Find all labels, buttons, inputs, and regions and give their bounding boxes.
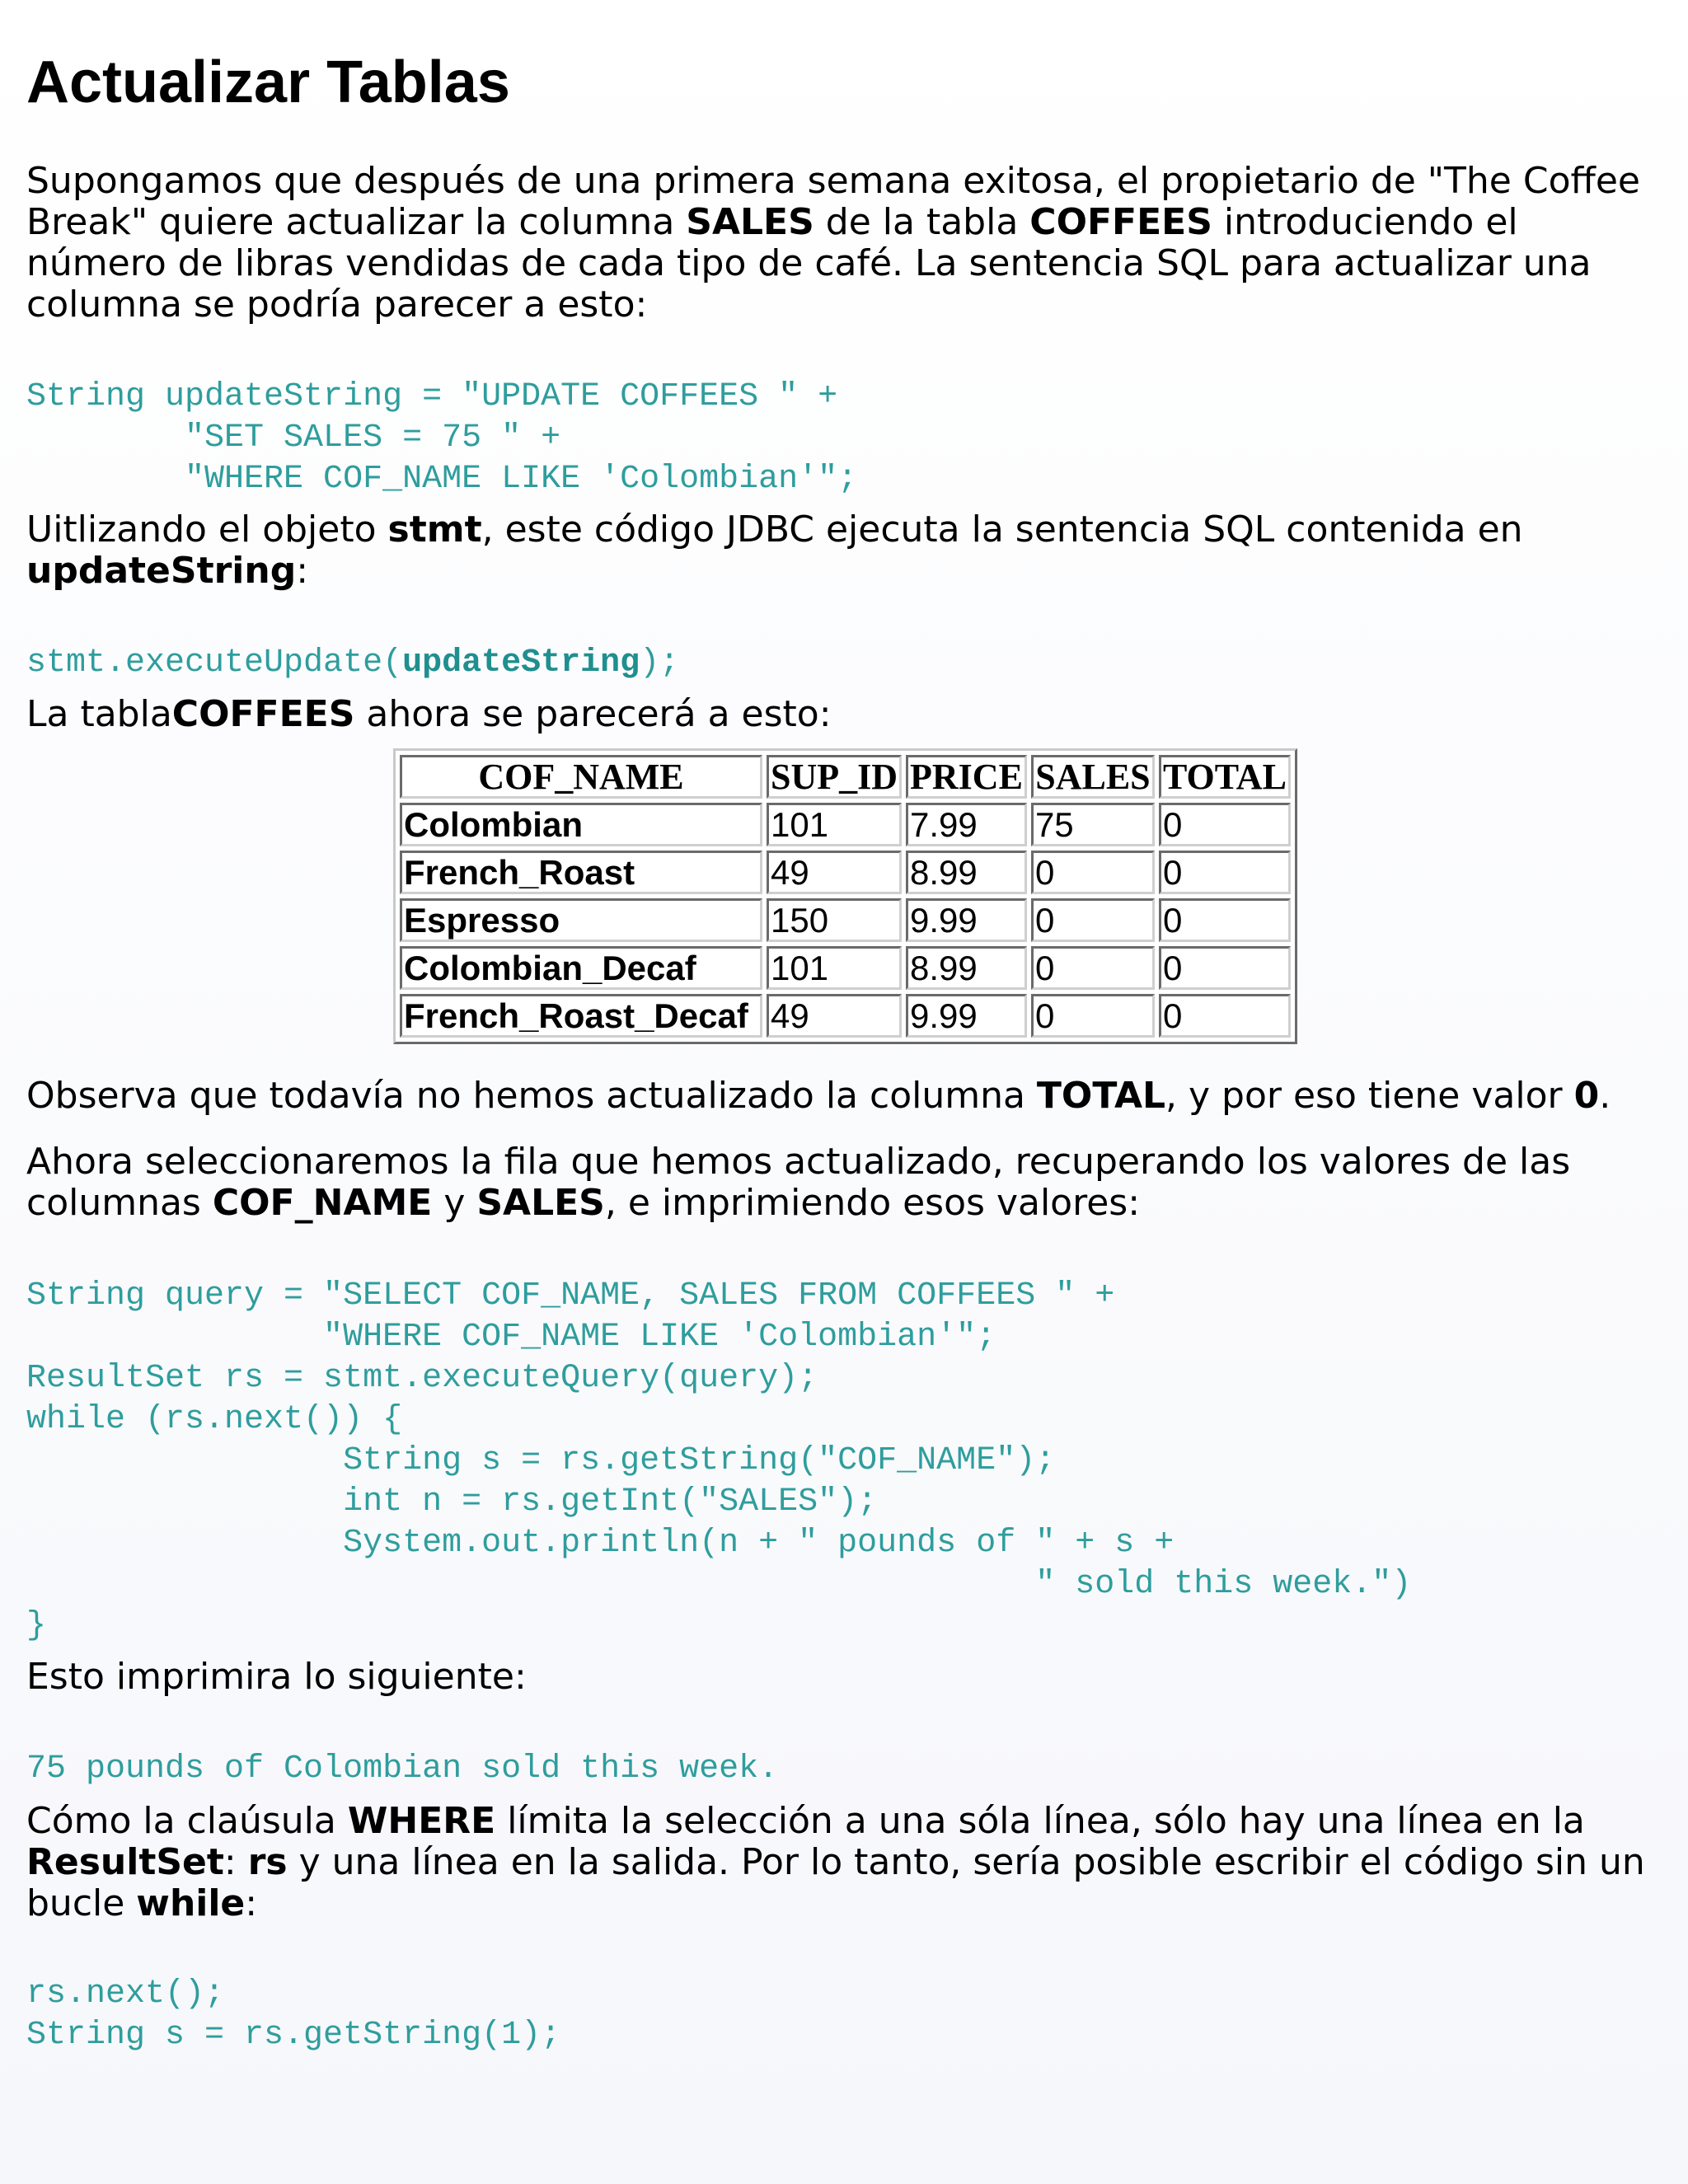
intro-bold-coffees: COFFEES	[1029, 201, 1212, 243]
column-header-sales: SALES	[1031, 755, 1155, 799]
para2-text-1: Uitlizando el objeto	[26, 509, 388, 551]
column-header-price: PRICE	[906, 755, 1027, 799]
code-line: }	[26, 1607, 47, 1644]
table-row	[400, 994, 1291, 1038]
para7-text-1: Cómo la claúsula	[26, 1800, 348, 1842]
code-line: String s = rs.getString("COF_NAME");	[26, 1442, 1056, 1479]
intro-bold-sales: SALES	[686, 201, 814, 243]
code-line: String s = rs.getString(1);	[26, 2017, 561, 2054]
cell-cof-name: Espresso	[400, 898, 762, 942]
intro-text-1: Supongamos que después de una primera semana exitosa, el propietario de "The Coffee Break" quiere actualizar la columna	[26, 160, 1640, 243]
para4-bold-total: TOTAL	[1036, 1075, 1166, 1117]
column-header-total: TOTAL	[1159, 755, 1291, 799]
code-block-select-query	[26, 1276, 1411, 1647]
code-line: while (rs.next()) {	[26, 1401, 403, 1438]
para7-bold-while: while	[136, 1882, 246, 1924]
cell-total: 0	[1159, 898, 1291, 942]
paragraph-select-intro	[26, 1141, 1667, 1224]
code-line: "SET SALES = 75 " +	[26, 419, 561, 457]
code-block-update-string	[26, 377, 857, 500]
intro-text-3: introduciendo el número de libras vendidas de cada tipo de café. La sentencia SQL para actualizar una columna se podría parecer a esto:	[26, 201, 1592, 326]
para7-bold-resultset: ResultSet	[26, 1841, 224, 1883]
code-line: "WHERE COF_NAME LIKE 'Colombian'";	[26, 1319, 996, 1356]
cell-cof-name: Colombian_Decaf	[400, 946, 762, 990]
cell-sales: 0	[1031, 898, 1155, 942]
column-header-cof-name: COF_NAME	[400, 755, 762, 799]
cell-sales: 0	[1031, 851, 1155, 894]
para5-text-3: , e imprimiendo esos valores:	[604, 1182, 1141, 1224]
code-line: ResultSet rs = stmt.executeQuery(query);	[26, 1360, 818, 1397]
cell-sup-id: 49	[767, 851, 902, 894]
cell-price: 7.99	[906, 803, 1027, 846]
cell-sales: 0	[1031, 994, 1155, 1038]
para5-bold-sales: SALES	[476, 1182, 605, 1224]
code-line: 75 pounds of Colombian sold this week.	[26, 1750, 779, 1788]
para7-text-3: :	[223, 1841, 248, 1883]
code-block-no-loop	[26, 1974, 560, 2056]
table-row	[400, 803, 1291, 846]
code-block-output	[26, 1749, 778, 1790]
intro-text-2: de la tabla	[814, 201, 1030, 243]
para5-text-1: Ahora seleccionaremos la fila que hemos actualizado, recuperando los valores de las columnas	[26, 1141, 1571, 1224]
para2-text-2: , este código JDBC ejecuta la sentencia SQL contenida en	[481, 509, 1523, 551]
para4-text-1: Observa que todavía no hemos actualizado la columna	[26, 1075, 1037, 1117]
code-line: rs.next();	[26, 1975, 225, 2013]
para6-text-1: Esto imprimira lo siguiente:	[26, 1656, 527, 1698]
table-row	[400, 851, 1291, 894]
paragraph-stmt	[26, 509, 1667, 592]
para5-bold-cof-name: COF_NAME	[212, 1182, 433, 1224]
code-text: );	[640, 644, 680, 682]
coffees-table	[393, 748, 1297, 1044]
code-text: stmt.executeUpdate(	[26, 644, 403, 682]
para3-text-2: ahora se parecerá a esto:	[354, 693, 832, 735]
cell-cof-name: French_Roast	[400, 851, 762, 894]
table-row	[400, 946, 1291, 990]
table-row	[400, 898, 1291, 942]
code-line: int n = rs.getInt("SALES");	[26, 1483, 878, 1521]
para4-text-2: , y por eso tiene valor	[1165, 1075, 1574, 1117]
cell-sup-id: 101	[767, 946, 902, 990]
para2-bold-stmt: stmt	[387, 509, 482, 551]
para5-text-2: y	[432, 1182, 477, 1224]
code-block-execute-update	[26, 643, 679, 684]
code-line: " sold this week.")	[26, 1566, 1412, 1603]
paragraph-where-clause	[26, 1801, 1667, 1924]
cell-sales: 75	[1031, 803, 1155, 846]
cell-sup-id: 150	[767, 898, 902, 942]
cell-total: 0	[1159, 994, 1291, 1038]
cell-cof-name: Colombian	[400, 803, 762, 846]
para2-bold-updatestring: updateString	[26, 550, 297, 592]
para3-text-1: La tabla	[26, 693, 172, 735]
paragraph-total-note	[26, 1076, 1667, 1117]
cell-cof-name: French_Roast_Decaf	[400, 994, 762, 1038]
cell-sup-id: 49	[767, 994, 902, 1038]
para7-bold-where: WHERE	[347, 1800, 496, 1842]
code-line: String updateString = "UPDATE COFFEES " +	[26, 378, 838, 415]
cell-total: 0	[1159, 851, 1291, 894]
para4-text-3: .	[1599, 1075, 1611, 1117]
para2-text-3: :	[296, 550, 309, 592]
paragraph-table-intro	[26, 694, 1667, 735]
table-header-row	[400, 755, 1291, 799]
cell-price: 9.99	[906, 898, 1027, 942]
cell-sup-id: 101	[767, 803, 902, 846]
column-header-sup-id: SUP_ID	[767, 755, 902, 799]
para7-text-5: :	[245, 1882, 258, 1924]
cell-sales: 0	[1031, 946, 1155, 990]
paragraph-output-intro	[26, 1657, 1667, 1698]
code-line: String query = "SELECT COF_NAME, SALES FROM COFFEES " +	[26, 1277, 1115, 1315]
page-title: Actualizar Tablas	[26, 49, 510, 115]
cell-total: 0	[1159, 803, 1291, 846]
code-line: "WHERE COF_NAME LIKE 'Colombian'";	[26, 461, 858, 498]
para3-bold-coffees: COFFEES	[171, 693, 355, 735]
para7-bold-rs: rs	[247, 1841, 288, 1883]
code-highlight: updateString	[402, 644, 640, 682]
cell-price: 9.99	[906, 994, 1027, 1038]
para4-bold-zero: 0	[1573, 1075, 1600, 1117]
intro-paragraph	[26, 161, 1667, 326]
para7-text-2: límita la selección a una sóla línea, sólo hay una línea en la	[495, 1800, 1585, 1842]
code-line: System.out.println(n + " pounds of " + s +	[26, 1525, 1175, 1562]
para7-text-4: y una línea en la salida. Por lo tanto, sería posible escribir el código sin un bucle	[26, 1841, 1645, 1924]
cell-price: 8.99	[906, 851, 1027, 894]
cell-price: 8.99	[906, 946, 1027, 990]
cell-total: 0	[1159, 946, 1291, 990]
